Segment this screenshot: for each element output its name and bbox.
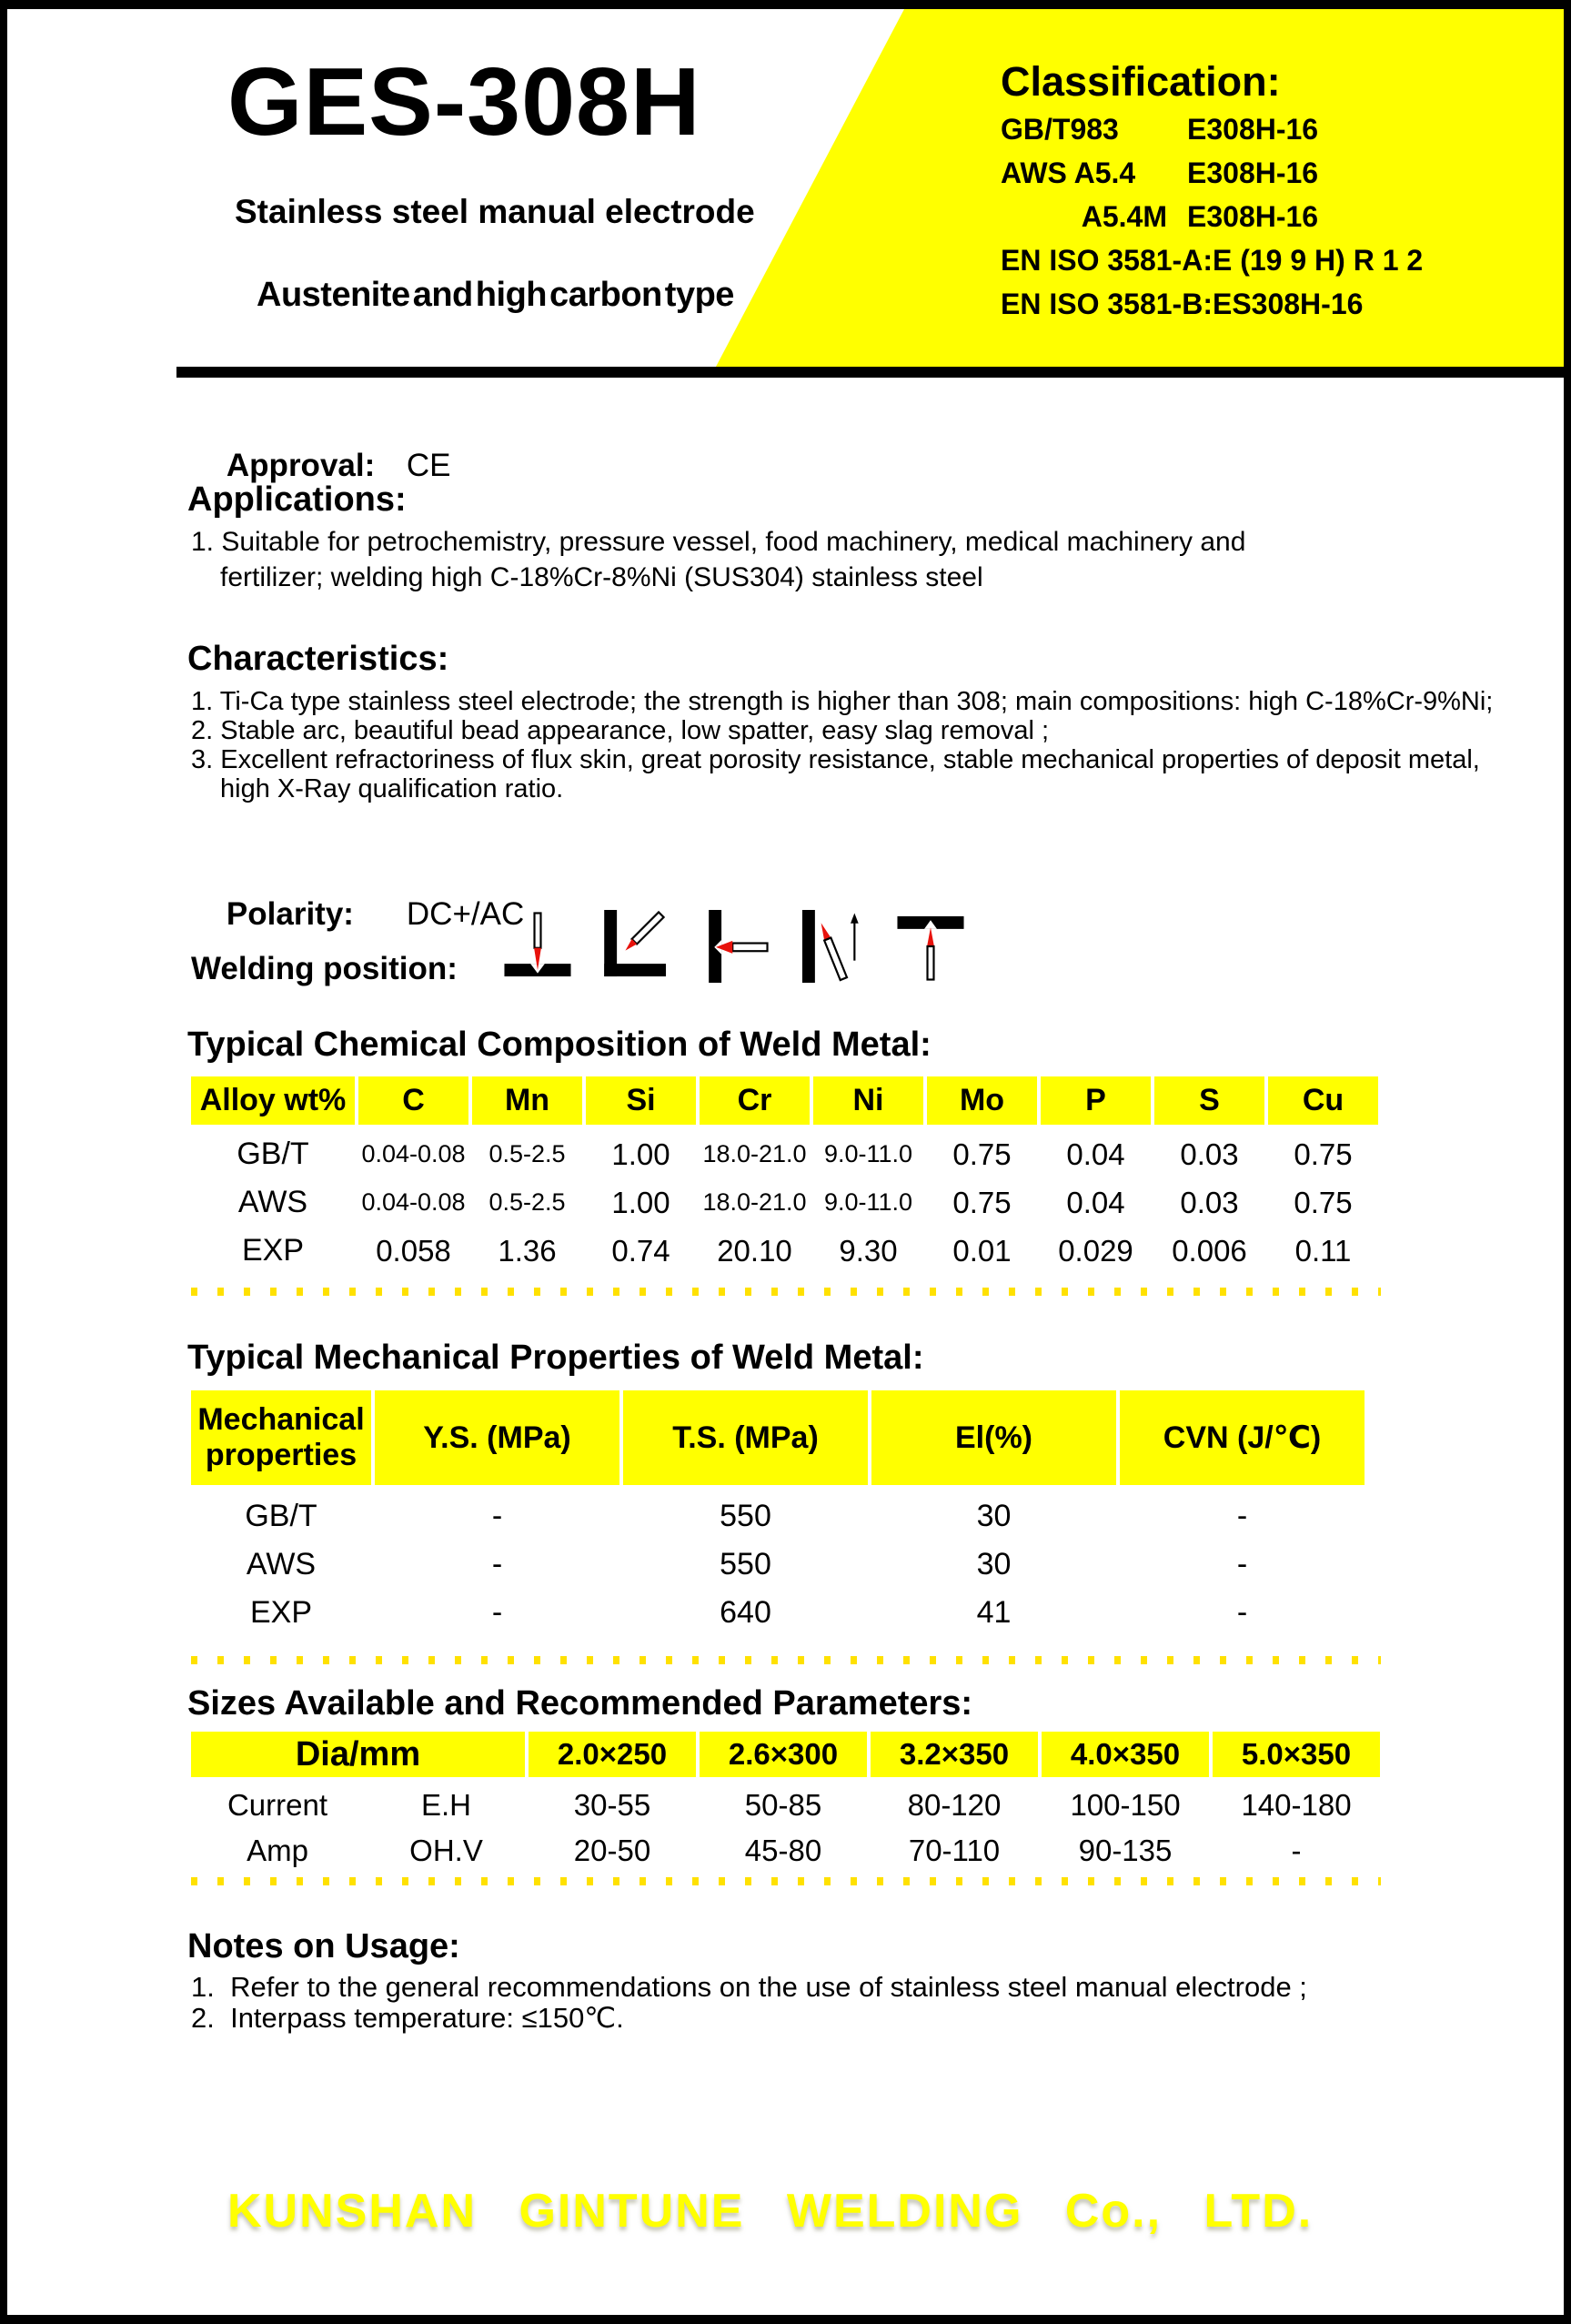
characteristics-line: high X-Ray qualification ratio. [220, 774, 564, 803]
dotted-separator [191, 1877, 1381, 1885]
mech-header-cell: CVN (J/℃) [1120, 1390, 1365, 1485]
characteristics-line: 2. Stable arc, beautiful bead appearance, low spatter, easy slag removal ; [191, 716, 1050, 745]
sizes-row-label: OH.V [409, 1834, 483, 1867]
chem-cell: 18.0-21.0 [702, 1140, 807, 1167]
chem-cell: 0.04-0.08 [361, 1188, 466, 1216]
classification-standard: GB/T983 [1001, 113, 1119, 146]
sizes-group-label: Amp [247, 1834, 308, 1867]
page-border-top [0, 0, 1571, 9]
classification-standard: A5.4M [1081, 200, 1167, 233]
header-divider-bar [176, 367, 1564, 378]
welding-position-icons [501, 910, 967, 983]
dotted-separator [191, 1288, 1381, 1296]
vertical-up-position-icon [796, 910, 869, 983]
mech-cell: 30 [976, 1547, 1012, 1581]
mech-cell: 550 [720, 1547, 771, 1581]
chem-cell: 0.74 [611, 1233, 670, 1268]
mech-header-row [191, 1390, 1365, 1485]
mech-cell: - [1236, 1595, 1248, 1630]
mech-cell: - [491, 1595, 503, 1630]
horizontal-fillet-position-icon [599, 910, 672, 983]
chem-cell: 0.11 [1294, 1233, 1352, 1268]
characteristics-heading: Characteristics: [187, 640, 449, 678]
chem-cell: 0.029 [1058, 1233, 1133, 1268]
sizes-body [191, 1783, 1380, 1874]
dotted-separator [191, 1656, 1381, 1664]
sizes-header-cell: 4.0×350 [1042, 1732, 1209, 1777]
classification-row: EN ISO 3581-B:ES308H-16 [1001, 288, 1364, 320]
classification-rows [1001, 107, 1565, 326]
sizes-cell: 140-180 [1241, 1788, 1352, 1822]
chem-header-row [191, 1076, 1378, 1125]
chem-cell: 0.5-2.5 [488, 1140, 566, 1167]
chem-cell: 1.00 [611, 1185, 670, 1219]
chem-cell: 0.04 [1066, 1137, 1125, 1171]
chem-cell: 9.30 [839, 1233, 898, 1268]
sizes-header-row [191, 1732, 1380, 1777]
flat-position-icon [501, 910, 574, 983]
classification-grade: E308H-16 [1187, 157, 1319, 189]
chem-body [191, 1130, 1378, 1275]
notes-line: 2. Interpass temperature: ≤150℃. [191, 2002, 624, 2034]
mech-row-label: AWS [246, 1547, 317, 1581]
classification-heading: Classification: [1001, 58, 1281, 105]
classification-grade: E308H-16 [1187, 200, 1319, 233]
classification-grade: E308H-16 [1187, 113, 1319, 146]
chem-cell: 20.10 [717, 1233, 792, 1268]
table-row [191, 1227, 1378, 1275]
sizes-header-cell: 5.0×350 [1213, 1732, 1380, 1777]
chem-header-cell: S [1154, 1076, 1264, 1125]
page-border-bottom [0, 2315, 1571, 2324]
mech-cell: 550 [720, 1499, 771, 1533]
approval-label: Approval: [226, 448, 376, 483]
overhead-position-icon [894, 910, 967, 983]
chem-cell: 9.0-11.0 [823, 1140, 913, 1167]
classification-row [1001, 151, 1565, 195]
chem-cell: 1.00 [611, 1137, 670, 1171]
chem-header-cell: Cu [1268, 1076, 1378, 1125]
chem-cell: 0.75 [1294, 1137, 1353, 1171]
table-row [191, 1178, 1378, 1227]
applications-lines [191, 524, 1245, 595]
mechanical-table-title: Typical Mechanical Properties of Weld Metal: [187, 1339, 924, 1377]
mech-header-cell: El(%) [871, 1390, 1116, 1485]
chem-cell: 18.0-21.0 [702, 1188, 807, 1216]
chem-header-cell: Si [586, 1076, 696, 1125]
classification-block [1001, 56, 1565, 326]
sizes-cell: 30-55 [573, 1788, 651, 1822]
mech-cell: - [1236, 1547, 1248, 1581]
applications-line: 1. Suitable for petrochemistry, pressure vessel, food machinery, medical machinery and [191, 527, 1246, 557]
mech-body [191, 1492, 1365, 1637]
mech-row-label: GB/T [245, 1499, 317, 1533]
chem-header-cell: Alloy wt% [191, 1076, 355, 1125]
chem-cell: 1.36 [498, 1233, 557, 1268]
notes-lines [191, 1972, 1307, 2034]
classification-standard: AWS A5.4 [1001, 157, 1136, 189]
sizes-cell: 20-50 [573, 1834, 651, 1867]
mech-cell: - [491, 1499, 503, 1533]
classification-row [1001, 107, 1565, 151]
mech-header-cell: Y.S. (MPa) [375, 1390, 619, 1485]
product-type-line: Austenite and high carbon type [257, 276, 734, 314]
sizes-cell: 45-80 [744, 1834, 822, 1867]
mech-cell: - [491, 1547, 503, 1581]
applications-line: fertilizer; welding high C-18%Cr-8%Ni (SUS304) stainless steel [220, 562, 983, 592]
characteristics-lines [191, 687, 1493, 803]
sizes-header-cell: 3.2×350 [871, 1732, 1038, 1777]
table-row [191, 1589, 1365, 1637]
sizes-header-cell: 2.0×250 [529, 1732, 696, 1777]
mech-cell: 640 [720, 1595, 771, 1630]
sizes-dia-header-cell: Dia/mm [191, 1732, 525, 1777]
sizes-cell: 100-150 [1070, 1788, 1181, 1822]
page-border-right [1564, 0, 1571, 2324]
applications-heading: Applications: [187, 480, 407, 519]
mech-cell: 41 [976, 1595, 1012, 1630]
chem-cell: 0.04 [1066, 1185, 1125, 1219]
mech-header-cell: T.S. (MPa) [623, 1390, 868, 1485]
chem-cell: 0.03 [1180, 1185, 1239, 1219]
mech-row-label: EXP [249, 1595, 313, 1630]
chem-cell: 0.006 [1172, 1233, 1247, 1268]
chem-cell: 0.03 [1180, 1137, 1239, 1171]
chem-header-cell: Mn [472, 1076, 582, 1125]
chem-cell: 0.01 [952, 1233, 1012, 1268]
polarity-label: Polarity: [226, 896, 354, 932]
chem-cell: 0.5-2.5 [488, 1188, 566, 1216]
sizes-cell: 90-135 [1078, 1834, 1173, 1867]
chem-cell: 0.75 [1294, 1185, 1353, 1219]
sizes-cell: 50-85 [744, 1788, 822, 1822]
classification-row: EN ISO 3581-A:E (19 9 H) R 1 2 [1001, 244, 1424, 277]
chem-header-cell: Cr [700, 1076, 810, 1125]
polarity-value: DC+/AC [406, 896, 525, 932]
chem-cell: 0.04-0.08 [361, 1140, 466, 1167]
horizontal-position-icon [698, 910, 770, 983]
sizes-cell: - [1291, 1834, 1302, 1867]
mechanical-properties-table [191, 1390, 1365, 1637]
chem-cell: 9.0-11.0 [823, 1188, 913, 1216]
approval-value: CE [406, 448, 451, 483]
chem-cell: 0.058 [376, 1233, 451, 1268]
company-logo-text: KUNSHAN GINTUNE WELDING Co., LTD. [227, 2185, 1314, 2238]
mech-cell: 30 [976, 1499, 1012, 1533]
chem-row-label: GB/T [237, 1137, 309, 1171]
chem-row-label: AWS [237, 1185, 308, 1219]
sizes-table-title: Sizes Available and Recommended Parameters: [187, 1684, 973, 1723]
table-row [191, 1828, 1380, 1874]
chem-header-cell: P [1041, 1076, 1151, 1125]
sizes-parameters-table [191, 1732, 1380, 1874]
characteristics-line: 3. Excellent refractoriness of flux skin, great porosity resistance, stable mechanical properties of deposit metal, [191, 745, 1480, 774]
sizes-header-cell: 2.6×300 [700, 1732, 867, 1777]
sizes-group-label: Current [227, 1788, 328, 1822]
page-border-left [0, 0, 7, 2324]
chem-header-cell: Ni [813, 1076, 923, 1125]
chemical-table-title: Typical Chemical Composition of Weld Metal: [187, 1026, 932, 1064]
chemical-composition-table [191, 1076, 1378, 1275]
product-subtitle: Stainless steel manual electrode [235, 193, 755, 230]
product-title: GES-308H [227, 48, 701, 156]
sizes-cell: 80-120 [907, 1788, 1002, 1822]
sizes-cell: 70-110 [908, 1834, 1001, 1867]
mech-header-cell: Mechanical properties [191, 1390, 371, 1485]
chem-cell: 0.75 [952, 1137, 1012, 1171]
characteristics-line: 1. Ti-Ca type stainless steel electrode; the strength is higher than 308; main compositions: high C-18%Cr-9%Ni; [191, 687, 1494, 716]
welding-position-label: Welding position: [191, 951, 458, 986]
chem-header-cell: C [358, 1076, 468, 1125]
table-row [191, 1783, 1380, 1828]
mech-cell: - [1236, 1499, 1248, 1533]
notes-line: 1. Refer to the general recommendations on the use of stainless steel manual electrode ; [191, 1971, 1307, 2003]
classification-row [1001, 195, 1565, 238]
chem-header-cell: Mo [927, 1076, 1037, 1125]
table-row [191, 1492, 1365, 1541]
chem-row-label: EXP [241, 1233, 305, 1268]
table-row [191, 1541, 1365, 1589]
sizes-row-label: E.H [420, 1788, 471, 1822]
chem-cell: 0.75 [952, 1185, 1012, 1219]
notes-heading: Notes on Usage: [187, 1927, 460, 1965]
table-row [191, 1130, 1378, 1178]
